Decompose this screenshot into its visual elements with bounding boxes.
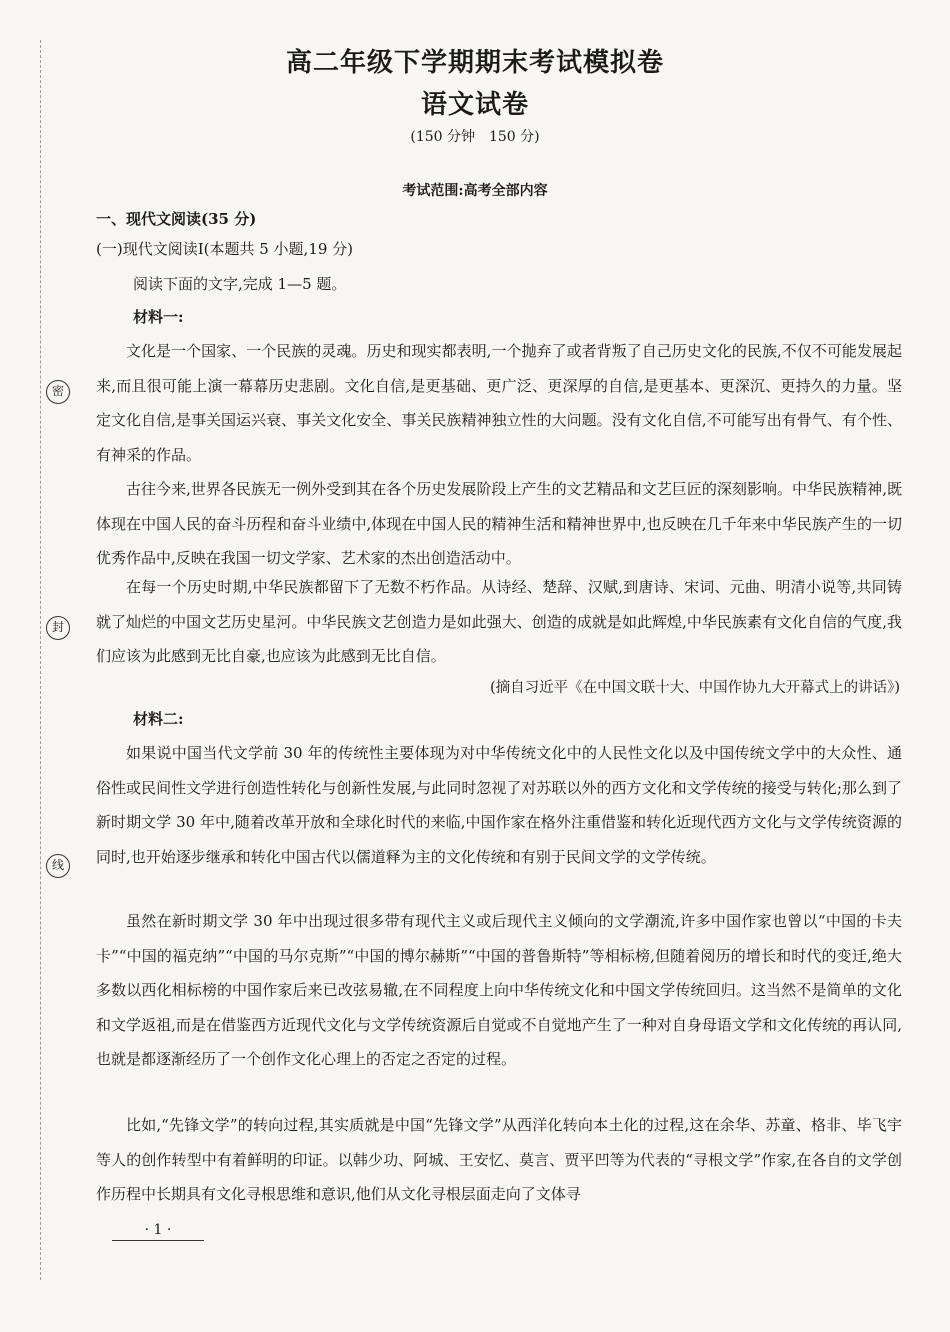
material1-paragraph-1: 文化是一个国家、一个民族的灵魂。历史和现实都表明,一个抛弃了或者背叛了自己历史文化的民族,不仅不可能发展起来,而且很可能上演一幕幕历史悲剧。文化自信,是更基础、更广泛、更深厚的自信,是更基本、更深沉、更持久的力量。坚定文化自信,是事关国运兴衰、事关文化安全、事关民族精神独立性的大问题。没有文化自信,不可能写出有骨气、有个性、有神采的作品。 bbox=[96, 342, 902, 464]
binding-margin-line bbox=[40, 40, 41, 1280]
material2-paragraph-1: 如果说中国当代文学前 30 年的传统性主要体现为对中华传统文化中的人民性文化以及中国传统文学中的大众性、通俗性或民间性文学进行创造性转化与创新性发展,与此同时忽视了对苏联以外的西方文化和文学传统的接受与转化;那么到了新时期文学 30 年中,随着改革开放和全球化时代的来临,中国作家在格外注重借鉴和转化近现代西方文化与文学传统资源的同时,也开始逐步继承和转化中国古代以儒道释为主的文化传统和有别于民间文学的文学传统。 bbox=[96, 744, 902, 866]
section-title: 一、现代文阅读(35 分) bbox=[96, 210, 257, 228]
material1-paragraph-2: 古往今来,世界各民族无一例外受到其在各个历史发展阶段上产生的文艺精品和文艺巨匠的深刻影响。中华民族精神,既体现在中国人民的奋斗历程和奋斗业绩中,体现在中国人民的精神生活和精神世界中,也反映在几千年来中华民族产生的一切优秀作品中,反映在我国一切文学家、艺术家的杰出创造活动中。 bbox=[96, 480, 902, 568]
material1-label: 材料一: bbox=[133, 308, 184, 326]
subsection-title: (一)现代文阅读Ⅰ(本题共 5 小题,19 分) bbox=[96, 240, 354, 258]
material2-paragraph-3: 比如,“先锋文学”的转向过程,其实质就是中国“先锋文学”从西洋化转向本土化的过程,这在余华、苏童、格非、毕飞宇等人的创作转型中有着鲜明的印证。以韩少功、阿城、王安忆、莫言、贾平凹等为代表的“寻根文学”作家,在各自的文学创作历程中长期具有文化寻根思维和意识,他们从文化寻根层面走向了文体寻 bbox=[96, 1116, 902, 1204]
exam-title: 高二年级下学期期末考试模拟卷 bbox=[285, 48, 664, 78]
time-score-info: (150 分钟 150 分) bbox=[410, 129, 540, 145]
material1-source: (摘自习近平《在中国文联十大、中国作协九大开幕式上的讲话》) bbox=[489, 680, 900, 696]
material2-paragraph-2: 虽然在新时期文学 30 年中出现过很多带有现代主义或后现代主义倾向的文学潮流,许多中国作家也曾以“中国的卡夫卡”“中国的福克纳”“中国的马尔克斯”“中国的博尔赫斯”“中国的普鲁斯特”等相标榜,但随着阅历的增长和时代的变迁,绝大多数以西化相标榜的中国作家后来已改弦易辙,在不同程度上向中华传统文化和中国文学传统回归。这当然不是简单的文化和文学返祖,而是在借鉴西方近现代文化与文学传统资源后自觉或不自觉地产生了一种对自身母语文学和文化传统的再认同,也就是都逐渐经历了一个创作文化心理上的否定之否定的过程。 bbox=[96, 912, 902, 1069]
material2-label: 材料二: bbox=[133, 710, 184, 728]
material1-paragraph-3: 在每一个历史时期,中华民族都留下了无数不朽作品。从诗经、楚辞、汉赋,到唐诗、宋词、元曲、明清小说等,共同铸就了灿烂的中国文艺历史星河。中华民族文艺创造力是如此强大、创造的成就是如此辉煌,中华民族素有文化自信的气度,我们应该为此感到无比自豪,也应该为此感到无比自信。 bbox=[96, 578, 902, 666]
reading-instruction: 阅读下面的文字,完成 1—5 题。 bbox=[133, 275, 347, 293]
seal-mark-mi: 密 bbox=[46, 380, 70, 404]
seal-mark-xian: 线 bbox=[46, 854, 70, 878]
page-number: · 1 · bbox=[112, 1222, 204, 1241]
seal-mark-feng: 封 bbox=[46, 616, 70, 640]
exam-subtitle: 语文试卷 bbox=[420, 90, 529, 120]
exam-scope: 考试范围:高考全部内容 bbox=[402, 183, 548, 199]
